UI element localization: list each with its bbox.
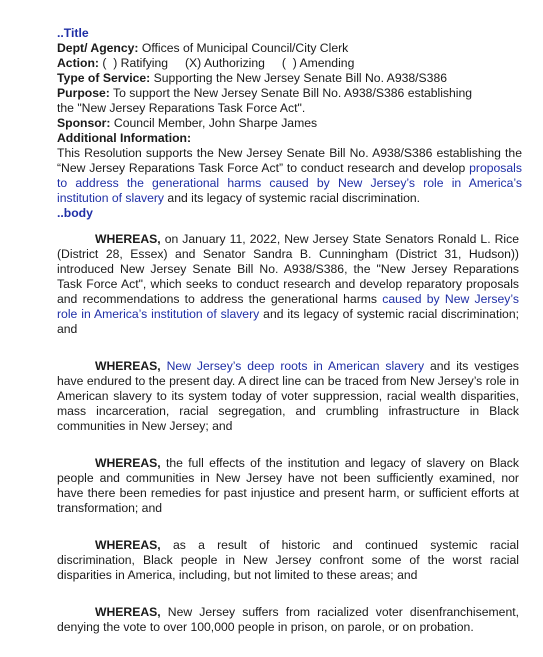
service-value: Supporting the New Jersey Senate Bill No. A938/S386	[153, 71, 447, 85]
sponsor-line	[57, 116, 522, 131]
resolution-body	[57, 232, 519, 657]
dept-line	[57, 41, 522, 56]
paragraph-text: as a result of historic and continued systemic racial discrimination, Black people in New Jersey confront some of the worst racial disparities in America, including, but not limited to these areas; and	[57, 538, 519, 582]
whereas-label: WHEREAS,	[95, 232, 161, 246]
additional-text-blue: proposals to address the generational harms caused by New Jersey’s role in America’s institution of slavery	[57, 161, 522, 205]
paragraph-text-end: and its vestiges have endured to the present day. A direct line can be traced from New Jersey’s role in American slavery to its system today of voter suppression, racial wealth disparities, mass incarceration, racial segregation, and crumbling infrastructure in Black communities in New Jersey; and	[57, 359, 520, 433]
additional-info-label: Additional Information:	[57, 131, 192, 145]
resolution-header	[57, 26, 522, 221]
action-value: ( ) Ratifying (X) Authorizing ( ) Amending	[102, 56, 355, 70]
action-line	[57, 56, 522, 71]
purpose-value-2: the "New Jersey Reparations Task Force Act".	[57, 101, 306, 115]
whereas-label: WHEREAS,	[95, 456, 161, 470]
whereas-paragraph	[57, 359, 519, 434]
sponsor-label: Sponsor:	[57, 116, 111, 130]
whereas-paragraph	[57, 605, 519, 635]
paragraph-text-blue: New Jersey’s deep roots in American slavery	[166, 359, 425, 373]
additional-info-text	[57, 146, 522, 206]
purpose-value-1: To support the New Jersey Senate Bill No. A938/S386 establishing	[113, 86, 473, 100]
whereas-label: WHEREAS,	[95, 605, 161, 619]
paragraph-text: the full effects of the institution and legacy of slavery on Black people and communities in New Jersey have not been sufficiently examined, nor have there been remedies for past injustice and present harm, or sufficient efforts at transformation; and	[57, 456, 519, 515]
body-tag: ..body	[57, 206, 93, 220]
title-tag: ..Title	[57, 26, 89, 40]
additional-text-a: This Resolution supports the New Jersey Senate Bill No. A938/S386 establishing the “New Jersey Reparations Task Force Act” to conduct research and develop	[57, 146, 522, 175]
purpose-line	[57, 86, 522, 101]
whereas-paragraph	[57, 456, 519, 516]
whereas-paragraph	[57, 538, 519, 583]
dept-value: Offices of Municipal Council/City Clerk	[141, 41, 349, 55]
sponsor-value: Council Member, John Sharpe James	[113, 116, 318, 130]
service-label: Type of Service:	[57, 71, 151, 85]
paragraph-text: New Jersey suffers from racialized voter disenfranchisement, denying the vote to over 100,000 people in prison, on parole, or on probation.	[57, 605, 519, 634]
action-label: Action:	[57, 56, 99, 70]
whereas-paragraph	[57, 232, 519, 337]
whereas-label: WHEREAS,	[95, 538, 161, 552]
whereas-label: WHEREAS,	[95, 359, 161, 373]
purpose-label: Purpose:	[57, 86, 110, 100]
paragraph-text-blue: caused by New Jersey’s role in America’s institution of slavery	[57, 292, 519, 321]
service-line	[57, 71, 522, 86]
paragraph-text: on January 11, 2022, New Jersey State Senators Ronald L. Rice (District 28, Essex) and Senator Sandra B. Cunningham (District 31, Hudson)) introduced New Jersey Senate Bill No. A938/S386, the "New Jersey Reparations Task Force Act", which seeks to conduct research and develop reparatory proposals and recommendations to address the generational harms	[57, 232, 519, 306]
dept-label: Dept/ Agency:	[57, 41, 139, 55]
additional-text-b: and its legacy of systemic racial discrimination.	[164, 191, 421, 205]
paragraph-text-end: and its legacy of systemic racial discrimination; and	[57, 307, 519, 336]
